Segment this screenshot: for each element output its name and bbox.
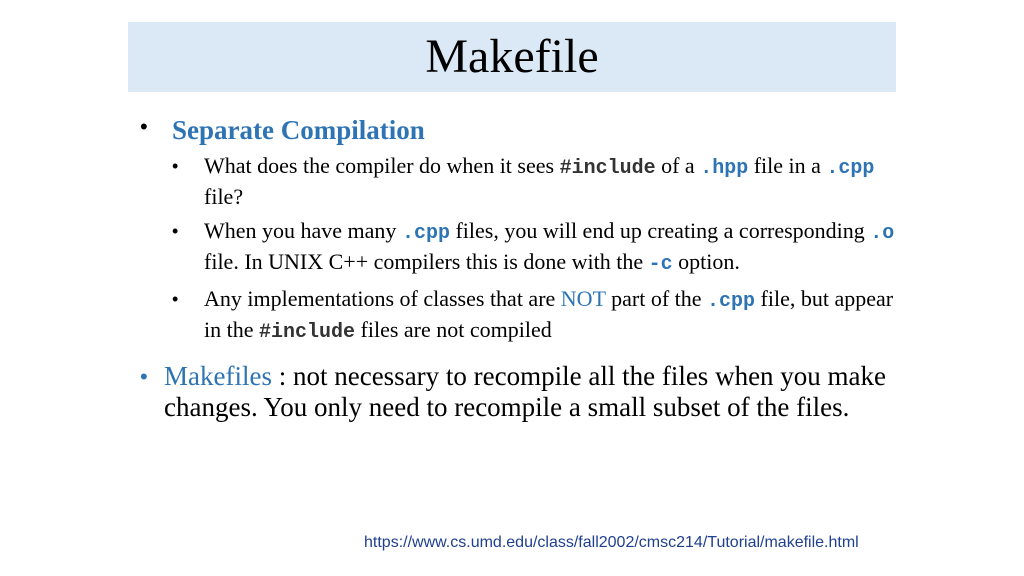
- sub-bullet-many-cpp: [128, 217, 908, 279]
- text: : not necessary to recompile all the files when you make changes. You only need to recompile a small subset of the files.: [164, 361, 887, 422]
- code-include: #include: [259, 321, 356, 344]
- highlight-not: NOT: [560, 286, 606, 311]
- slide-title: Makefile: [425, 30, 599, 83]
- text: files are not compiled: [355, 317, 552, 342]
- code-hpp: .hpp: [700, 157, 749, 180]
- slide-content: [128, 112, 908, 423]
- code-o: .o: [870, 222, 895, 245]
- bullet-makefiles: [128, 361, 908, 423]
- text: When you have many: [204, 218, 402, 243]
- code-c-option: -c: [648, 253, 673, 276]
- bullet-icon: •: [172, 289, 179, 309]
- code-cpp: .cpp: [401, 222, 450, 245]
- code-cpp: .cpp: [707, 290, 756, 313]
- bullet-icon: •: [140, 364, 148, 389]
- text: file, but appear in the: [204, 286, 894, 342]
- text: file. In UNIX C++ compilers this is done with the: [204, 249, 649, 274]
- text: of a: [655, 153, 701, 178]
- sub-bullet-include: [128, 152, 908, 211]
- section-heading: Separate Compilation: [172, 115, 425, 145]
- code-include: #include: [559, 157, 656, 180]
- bullet-icon: •: [172, 156, 179, 176]
- title-bar: [128, 22, 896, 92]
- text: part of the: [605, 286, 708, 311]
- bullet-icon: •: [172, 221, 179, 241]
- source-link[interactable]: https://www.cs.umd.edu/class/fall2002/cmsc214/Tutorial/makefile.html: [364, 534, 859, 551]
- bullet-icon: •: [140, 114, 148, 139]
- code-cpp: .cpp: [826, 157, 875, 180]
- text: What does the compiler do when it sees: [204, 153, 560, 178]
- highlight-makefiles: Makefiles: [164, 361, 272, 391]
- bullet-separate-compilation: [128, 112, 908, 148]
- text: files, you will end up creating a corresponding: [449, 218, 871, 243]
- text: Any implementations of classes that are: [204, 286, 561, 311]
- text: option.: [672, 249, 740, 274]
- sub-bullet-implementations: [128, 285, 908, 347]
- text: file in a: [748, 153, 827, 178]
- text: file?: [204, 184, 244, 209]
